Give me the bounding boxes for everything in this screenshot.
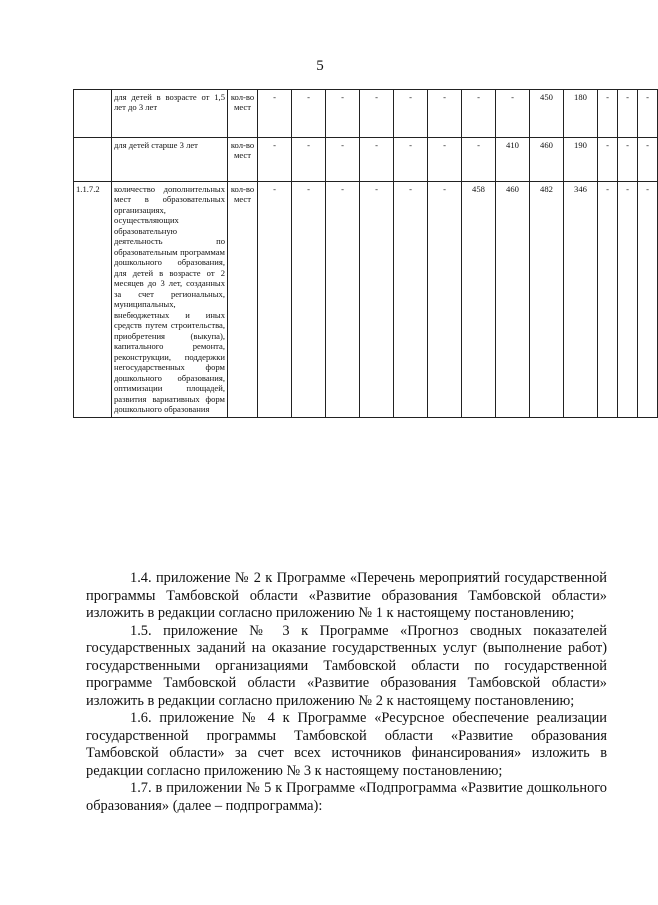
value-cell: - bbox=[496, 90, 530, 138]
value-cell: 346 bbox=[564, 182, 598, 418]
value-cell: 450 bbox=[530, 90, 564, 138]
row-code-cell bbox=[74, 138, 112, 182]
value-cell: - bbox=[428, 138, 462, 182]
paragraph-1-5: 1.5. приложение № 3 к Программе «Прогноз сводных показателей государственных заданий на оказание государственных услуг (выполнение работ) государственными организациями Тамбовской области по государственной программе Тамбовской области «Развитие образования Тамбовской области» изложить в редакции согласно приложению № 2 к настоящему постановлению; bbox=[86, 622, 607, 709]
value-cell: - bbox=[598, 138, 618, 182]
value-cell: 180 bbox=[564, 90, 598, 138]
value-cell: - bbox=[292, 182, 326, 418]
value-cell: - bbox=[292, 138, 326, 182]
value-cell: - bbox=[258, 90, 292, 138]
amendment-text bbox=[86, 570, 607, 815]
value-cell: - bbox=[394, 90, 428, 138]
value-cell: 482 bbox=[530, 182, 564, 418]
value-cell: - bbox=[360, 138, 394, 182]
value-cell: - bbox=[326, 138, 360, 182]
table-row bbox=[74, 182, 658, 418]
value-cell: - bbox=[326, 182, 360, 418]
table-row bbox=[74, 90, 658, 138]
value-cell: - bbox=[326, 90, 360, 138]
value-cell: - bbox=[638, 182, 658, 418]
value-cell: - bbox=[638, 90, 658, 138]
indicator-cell: для детей старше 3 лет bbox=[112, 138, 228, 182]
paragraph-1-4: 1.4. приложение № 2 к Программе «Перечень мероприятий государственной программы Тамбовской области «Развитие образования Тамбовской области» изложить в редакции согласно приложению № 1 к настоящему постановлению; bbox=[86, 570, 607, 621]
value-cell: - bbox=[292, 90, 326, 138]
value-cell: - bbox=[618, 138, 638, 182]
value-cell: - bbox=[428, 182, 462, 418]
unit-cell: кол-во мест bbox=[228, 90, 258, 138]
paragraph-1-7: 1.7. в приложении № 5 к Программе «Подпрограмма «Развитие дошкольного образования» (далее – подпрограмма): bbox=[86, 780, 607, 814]
value-cell: 410 bbox=[496, 138, 530, 182]
table-row bbox=[74, 138, 658, 182]
indicator-cell: для детей в возрасте от 1,5 лет до 3 лет bbox=[112, 90, 228, 138]
row-code-cell bbox=[74, 90, 112, 138]
value-cell: - bbox=[618, 182, 638, 418]
value-cell: - bbox=[462, 138, 496, 182]
value-cell: - bbox=[618, 90, 638, 138]
value-cell: 460 bbox=[530, 138, 564, 182]
value-cell: - bbox=[360, 90, 394, 138]
value-cell: - bbox=[638, 138, 658, 182]
value-cell: 458 bbox=[462, 182, 496, 418]
unit-cell: кол-во мест bbox=[228, 138, 258, 182]
unit-cell: кол-во мест bbox=[228, 182, 258, 418]
page-number: 5 bbox=[316, 58, 324, 74]
value-cell: - bbox=[428, 90, 462, 138]
paragraph-1-6: 1.6. приложение № 4 к Программе «Ресурсное обеспечение реализации государственной программы Тамбовской области «Развитие образования Тамбовской области» за счет всех источников финансирования» изложить в редакции согласно приложению № 3 к настоящему постановлению; bbox=[86, 710, 607, 779]
value-cell: - bbox=[258, 138, 292, 182]
value-cell: - bbox=[598, 182, 618, 418]
indicator-table bbox=[73, 89, 658, 418]
value-cell: - bbox=[462, 90, 496, 138]
value-cell: - bbox=[598, 90, 618, 138]
value-cell: - bbox=[258, 182, 292, 418]
value-cell: - bbox=[394, 138, 428, 182]
row-code-cell: 1.1.7.2 bbox=[74, 182, 112, 418]
value-cell: - bbox=[360, 182, 394, 418]
value-cell: 190 bbox=[564, 138, 598, 182]
value-cell: - bbox=[394, 182, 428, 418]
indicator-cell: количество дополнительных мест в образовательных организациях, осуществляющих образовательную деятельность по образовательным программам дошкольного образования, для детей в возрасте от 2 месяцев до 3 лет, созданных за счет региональных, муниципальных, внебюджетных и иных средств путем строительства, приобретения (выкупа), капитального ремонта, реконструкции, поддержки негосударственных форм дошкольного образования, оптимизации площадей, развития вариативных форм дошкольного образования bbox=[112, 182, 228, 418]
value-cell: 460 bbox=[496, 182, 530, 418]
